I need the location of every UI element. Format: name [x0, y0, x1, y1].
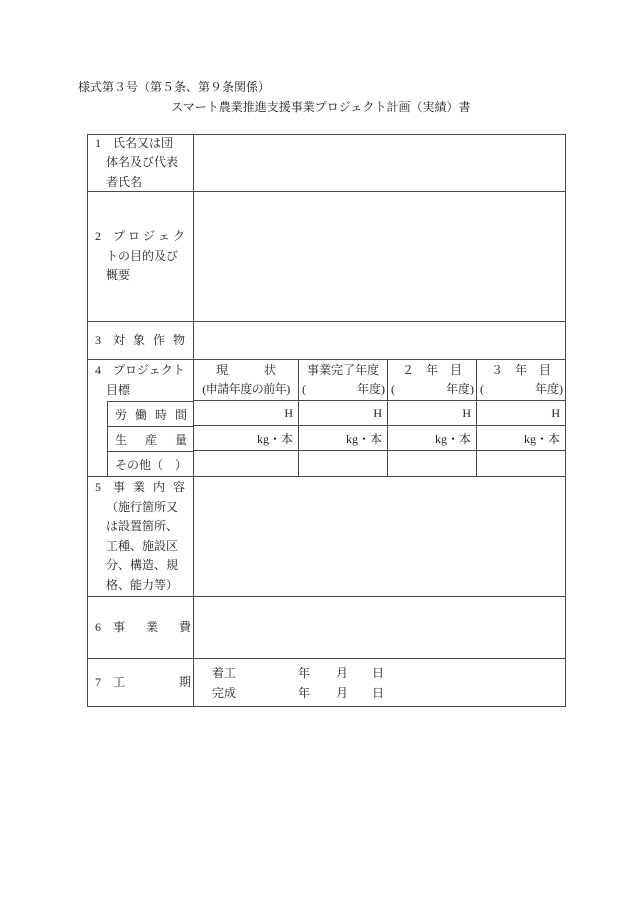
label-char: ク — [172, 229, 185, 244]
labor-hours-cell — [194, 401, 299, 426]
metric-label-production — [107, 426, 194, 451]
label-char: 間 — [174, 407, 187, 422]
unit-label: H — [551, 405, 560, 420]
column-header-year-2 — [388, 360, 477, 401]
plan-table — [87, 134, 566, 707]
label-char: 事 — [113, 619, 126, 634]
label-char: 時 — [154, 407, 167, 422]
year-unit: 年 — [298, 685, 311, 700]
other-cell — [477, 451, 566, 477]
target-crop-label-cell — [88, 322, 194, 360]
label-char: ェ — [157, 229, 170, 244]
label-char: ジ — [142, 229, 155, 244]
project-goal-label-line: 目標 — [106, 383, 131, 397]
item-number: 6 — [95, 619, 101, 634]
column-header-subtitle: (申請年度の前年) — [202, 382, 290, 396]
applicant-label-line: 体名及び代表 — [106, 155, 179, 170]
content-label-cell — [88, 477, 194, 597]
label-char: ロ — [127, 229, 140, 244]
year-suffix: 年度) — [446, 382, 474, 396]
metric-label-labor-hours — [107, 401, 194, 426]
label-char: 工 — [113, 674, 126, 689]
production-cell — [194, 426, 299, 451]
label-char: 費 — [178, 619, 191, 634]
unit-label: kg・本 — [256, 431, 293, 446]
applicant-label-line: 者氏名 — [106, 174, 143, 189]
metric-label: その他（ ） — [115, 458, 188, 472]
label-char: 物 — [172, 332, 185, 347]
paren-open: ( — [391, 382, 395, 396]
content-field — [194, 477, 566, 597]
metric-label — [115, 406, 187, 423]
labor-hours-cell — [299, 401, 388, 426]
month-unit: 月 — [336, 665, 349, 680]
production-cell — [299, 426, 388, 451]
cost-label-line — [95, 618, 193, 638]
year-unit: 年 — [298, 665, 311, 680]
content-label-line: 格、能力等） — [106, 577, 179, 592]
form-number: 様式第３号（第５条、第９条関係） — [78, 80, 271, 94]
year-suffix: 年度) — [535, 382, 563, 396]
label-char: プ — [113, 229, 126, 244]
purpose-label-line — [113, 227, 185, 247]
period-label-cell — [88, 659, 194, 707]
item-number: 2 — [95, 229, 101, 244]
production-cell — [388, 426, 477, 451]
column-header-title: 現 状 — [215, 363, 276, 377]
day-unit: 日 — [372, 665, 385, 680]
cost-label — [113, 618, 191, 638]
unit-label: H — [462, 405, 471, 420]
column-header-year-3 — [477, 360, 566, 401]
column-header-current — [194, 360, 299, 401]
purpose-label-line: 概要 — [106, 268, 131, 283]
production-cell — [477, 426, 566, 451]
column-header-completion-year — [299, 360, 388, 401]
label-char: 作 — [152, 332, 165, 347]
other-cell — [299, 451, 388, 477]
applicant-label-cell — [88, 135, 194, 192]
target-crop-field — [194, 322, 566, 360]
content-label-line: （施行箇所又 — [106, 499, 179, 514]
project-goal-label-first-line — [95, 360, 193, 380]
label-char: 象 — [132, 332, 145, 347]
label-char: 産 — [144, 432, 157, 447]
day-unit: 日 — [372, 685, 385, 700]
label-char: 業 — [145, 619, 158, 634]
content-label-line: は設置箇所、 — [106, 519, 179, 533]
period-label — [113, 673, 191, 693]
unit-label: H — [373, 405, 382, 420]
unit-label: kg・本 — [345, 431, 382, 446]
other-cell — [388, 451, 477, 477]
content-label-line: 工種、施設区 — [106, 538, 179, 553]
label-char: 対 — [113, 332, 126, 347]
item-number: 5 — [95, 480, 101, 494]
cost-field — [194, 597, 566, 659]
labor-hours-cell — [388, 401, 477, 426]
label-char: 容 — [172, 480, 185, 494]
column-header-title: ３ 年 目 — [490, 363, 551, 377]
purpose-field — [194, 192, 566, 322]
purpose-label-line: トの目的及び — [106, 248, 179, 263]
metric-label-other — [107, 451, 194, 477]
item-number: 1 — [95, 135, 101, 150]
column-header-title: ２ 年 目 — [401, 363, 462, 377]
applicant-field — [194, 135, 566, 192]
paren-open: ( — [480, 382, 484, 396]
unit-label: kg・本 — [523, 431, 560, 446]
unit-label: H — [284, 405, 293, 420]
purpose-label-cell — [88, 192, 194, 322]
period-entry-label: 完成 — [212, 685, 237, 700]
paren-open: ( — [302, 382, 306, 396]
label-char: 業 — [132, 480, 145, 494]
metric-label — [115, 431, 187, 448]
label-char: 働 — [134, 407, 147, 422]
labor-hours-cell — [477, 401, 566, 426]
column-header-title: 事業完了年度 — [306, 363, 379, 377]
label-char: 量 — [174, 432, 187, 447]
label-char: 生 — [115, 432, 128, 447]
content-label-line: 分、構造、規 — [106, 558, 179, 572]
period-start-row — [194, 663, 565, 683]
label-char: 期 — [178, 674, 191, 689]
period-end-row — [194, 683, 565, 703]
year-suffix: 年度) — [357, 382, 385, 396]
column-header-subtitle — [299, 380, 387, 399]
period-field — [194, 659, 566, 707]
other-cell — [194, 451, 299, 477]
item-number: 7 — [95, 674, 101, 689]
column-header-subtitle — [388, 380, 476, 399]
form-title: スマート農業推進支援事業プロジェクト計画（実績）書 — [171, 100, 471, 114]
applicant-label-line: 氏名又は団 — [113, 135, 174, 150]
item-number: 4 — [95, 363, 101, 377]
column-header-subtitle — [477, 380, 565, 399]
content-label-first-line — [95, 478, 193, 498]
unit-label: kg・本 — [434, 431, 471, 446]
month-unit: 月 — [336, 685, 349, 700]
cost-label-cell — [88, 597, 194, 659]
project-goal-label-line: プロジェクト — [113, 363, 185, 377]
applicant-label-first-line — [95, 135, 193, 153]
purpose-label-first-line — [95, 227, 193, 247]
target-crop-label-line — [95, 331, 193, 351]
period-label-line — [95, 673, 193, 693]
label-char: 労 — [115, 407, 128, 422]
label-char: 内 — [152, 480, 165, 494]
target-crop-label — [113, 331, 185, 351]
label-char: 事 — [113, 480, 126, 494]
item-number: 3 — [95, 332, 101, 347]
period-entry-label: 着工 — [212, 665, 237, 680]
content-label-line — [113, 478, 185, 498]
